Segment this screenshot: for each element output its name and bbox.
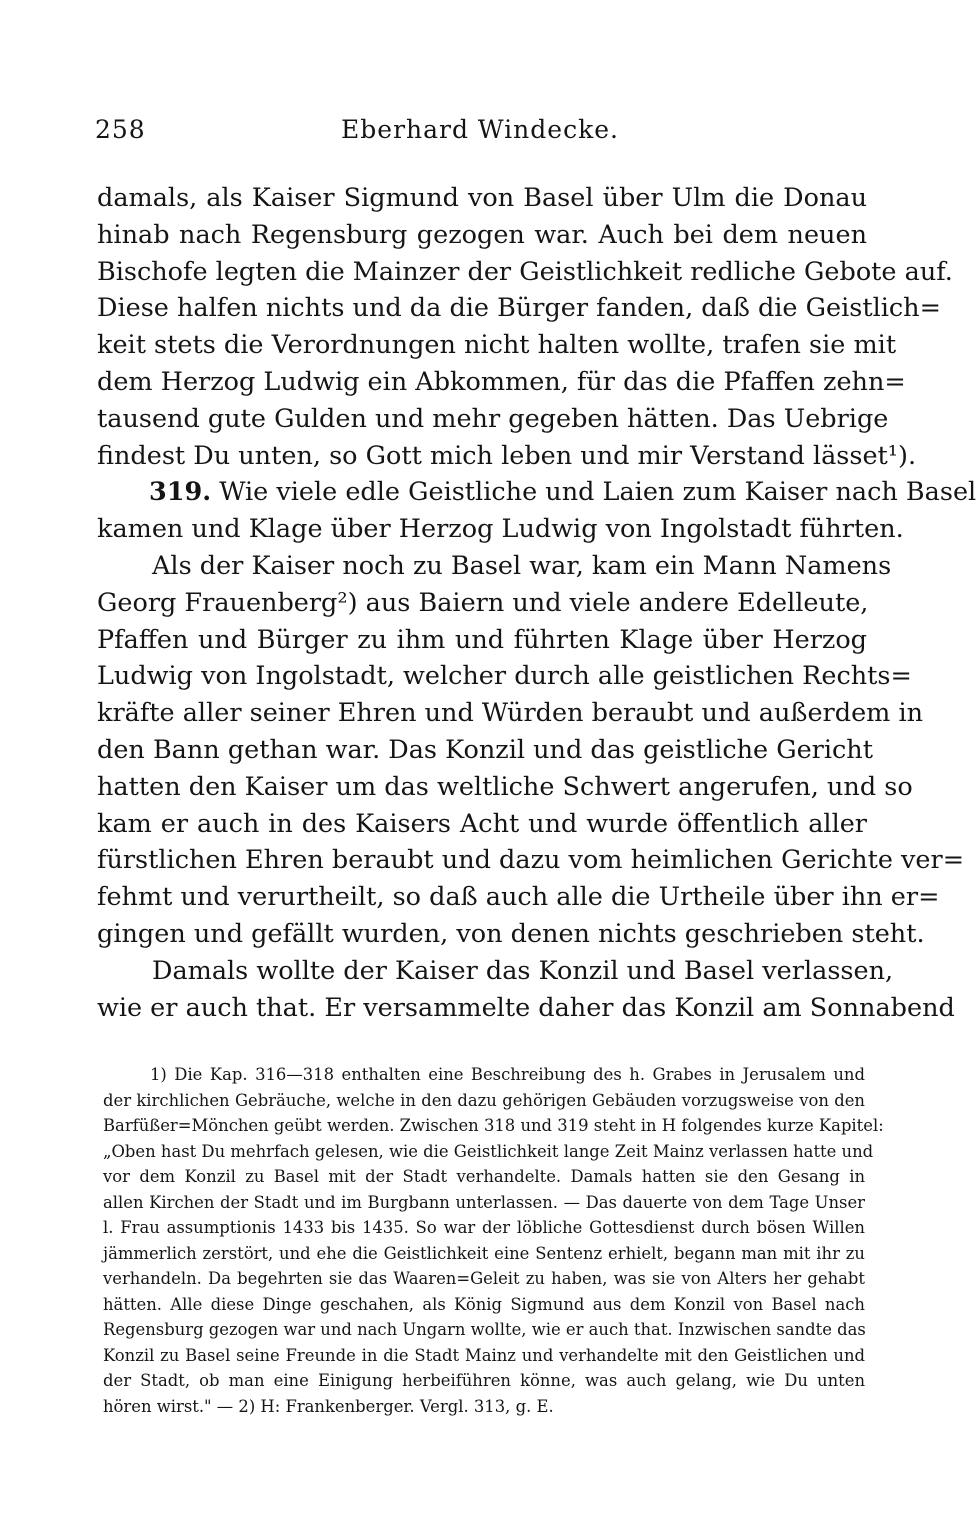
text-line: findest Du unten, so Gott mich leben und mir Verstand lässet¹).: [97, 440, 917, 471]
text-line: kräfte aller seiner Ehren und Würden beraubt und außerdem in: [97, 698, 924, 729]
paragraph-start-line: Als der Kaiser noch zu Basel war, kam ein Mann Namens: [152, 550, 892, 581]
text-line: den Bann gethan war. Das Konzil und das geistliche Gericht: [97, 734, 873, 765]
text-line: damals, als Kaiser Sigmund von Basel über Ulm die Donau: [97, 183, 867, 213]
footnote-line: allen Kirchen der Stadt und im Burgbann unterlassen. — Das dauerte von dem Tage Unser: [103, 1192, 865, 1212]
text-line: Diese halfen nichts und da die Bürger fanden, daß die Geistlich=: [97, 293, 941, 324]
text-line: kam er auch in des Kaisers Acht und wurde öffentlich aller: [97, 808, 867, 839]
footnote-line: hätten. Alle diese Dinge geschahen, als König Sigmund aus dem Konzil von Basel nach: [103, 1294, 865, 1314]
footnote-line: „Oben hast Du mehrfach gelesen, wie die Geistlichkeit lange Zeit Mainz verlassen hatte und: [103, 1141, 874, 1161]
chapter-heading: [97, 474, 976, 511]
page-number: 258: [95, 115, 146, 144]
main-text: [97, 180, 976, 1026]
footnote-line: der Stadt, ob man eine Einigung herbeiführen könne, was auch gelang, wie Du unten: [103, 1371, 865, 1390]
footnote-line: Barfüßer=Mönchen geübt werden. Zwischen 318 und 319 steht in H folgendes kurze Kapitel:: [103, 1116, 884, 1135]
footnote-line: jämmerlich zerstört, und ehe die Geistlichkeit eine Sentenz erhielt, begann man mit ihr zu: [103, 1243, 865, 1263]
footnote-line: vor dem Konzil zu Basel mit der Stadt verhandelte. Damals hatten sie den Gesang in: [103, 1167, 865, 1186]
text-line: hatten den Kaiser um das weltliche Schwert angerufen, und so: [97, 771, 913, 802]
text-line: hinab nach Regensburg gezogen war. Auch bei dem neuen: [97, 219, 867, 250]
footnote-line: Regensburg gezogen war und nach Ungarn wollte, wie er auch that. Inzwischen sandte das: [103, 1320, 866, 1339]
paragraph-start-line: Damals wollte der Kaiser das Konzil und Basel verlassen,: [152, 955, 894, 986]
running-title: Eberhard Windecke.: [341, 115, 619, 144]
text-line: Ludwig von Ingolstadt, welcher durch alle geistlichen Rechts=: [97, 661, 912, 692]
text-line: gingen und gefällt wurden, von denen nichts geschrieben steht.: [97, 918, 925, 949]
text-line: keit stets die Verordnungen nicht halten wollte, trafen sie mit: [97, 330, 897, 361]
text-line: fürstlichen Ehren beraubt und dazu vom heimlichen Gerichte ver=: [97, 845, 965, 876]
footnote-line: der kirchlichen Gebräuche, welche in den dazu gehörigen Gebäuden vorzugsweise von den: [103, 1090, 865, 1110]
page-header: [95, 115, 865, 151]
text-line: Georg Frauenberg²) aus Baiern und viele andere Edelleute,: [97, 587, 869, 618]
footnote-line: hören wirst." — 2) H: Frankenberger. Vergl. 313, g. E.: [103, 1396, 554, 1416]
text-line: fehmt und verurtheilt, so daß auch alle die Urtheile über ihn er=: [97, 882, 940, 913]
text-line: Bischofe legten die Mainzer der Geistlichkeit redliche Gebote auf.: [97, 256, 953, 287]
text-line: wie er auch that. Er versammelte daher das Konzil am Sonnabend: [97, 992, 955, 1023]
footnotes: [103, 1062, 884, 1419]
chapter-heading-continuation: kamen und Klage über Herzog Ludwig von Ingolstadt führten.: [97, 514, 904, 545]
footnote-line: verhandeln. Da begehrten sie das Waaren=Geleit zu haben, was sie von Alters her gehabt: [103, 1269, 865, 1288]
text-line: dem Herzog Ludwig ein Abkommen, für das die Pfaffen zehn=: [97, 366, 906, 397]
footnote-line: 1) Die Kap. 316—318 enthalten eine Beschreibung des h. Grabes in Jerusalem und: [150, 1065, 865, 1084]
footnote-line: Konzil zu Basel seine Freunde in die Stadt Mainz und verhandelte mit den Geistlichen und: [103, 1345, 865, 1365]
text-line: tausend gute Gulden und mehr gegeben hätten. Das Uebrige: [97, 403, 889, 434]
chapter-heading-text: Wie viele edle Geistliche und Laien zum Kaiser nach Basel: [219, 477, 976, 508]
footnote-line: l. Frau assumptionis 1433 bis 1435. So war der löbliche Gottesdienst durch bösen Willen: [103, 1218, 865, 1237]
chapter-number: 319.: [149, 477, 212, 508]
text-line: Pfaffen und Bürger zu ihm und führten Klage über Herzog: [97, 624, 867, 655]
